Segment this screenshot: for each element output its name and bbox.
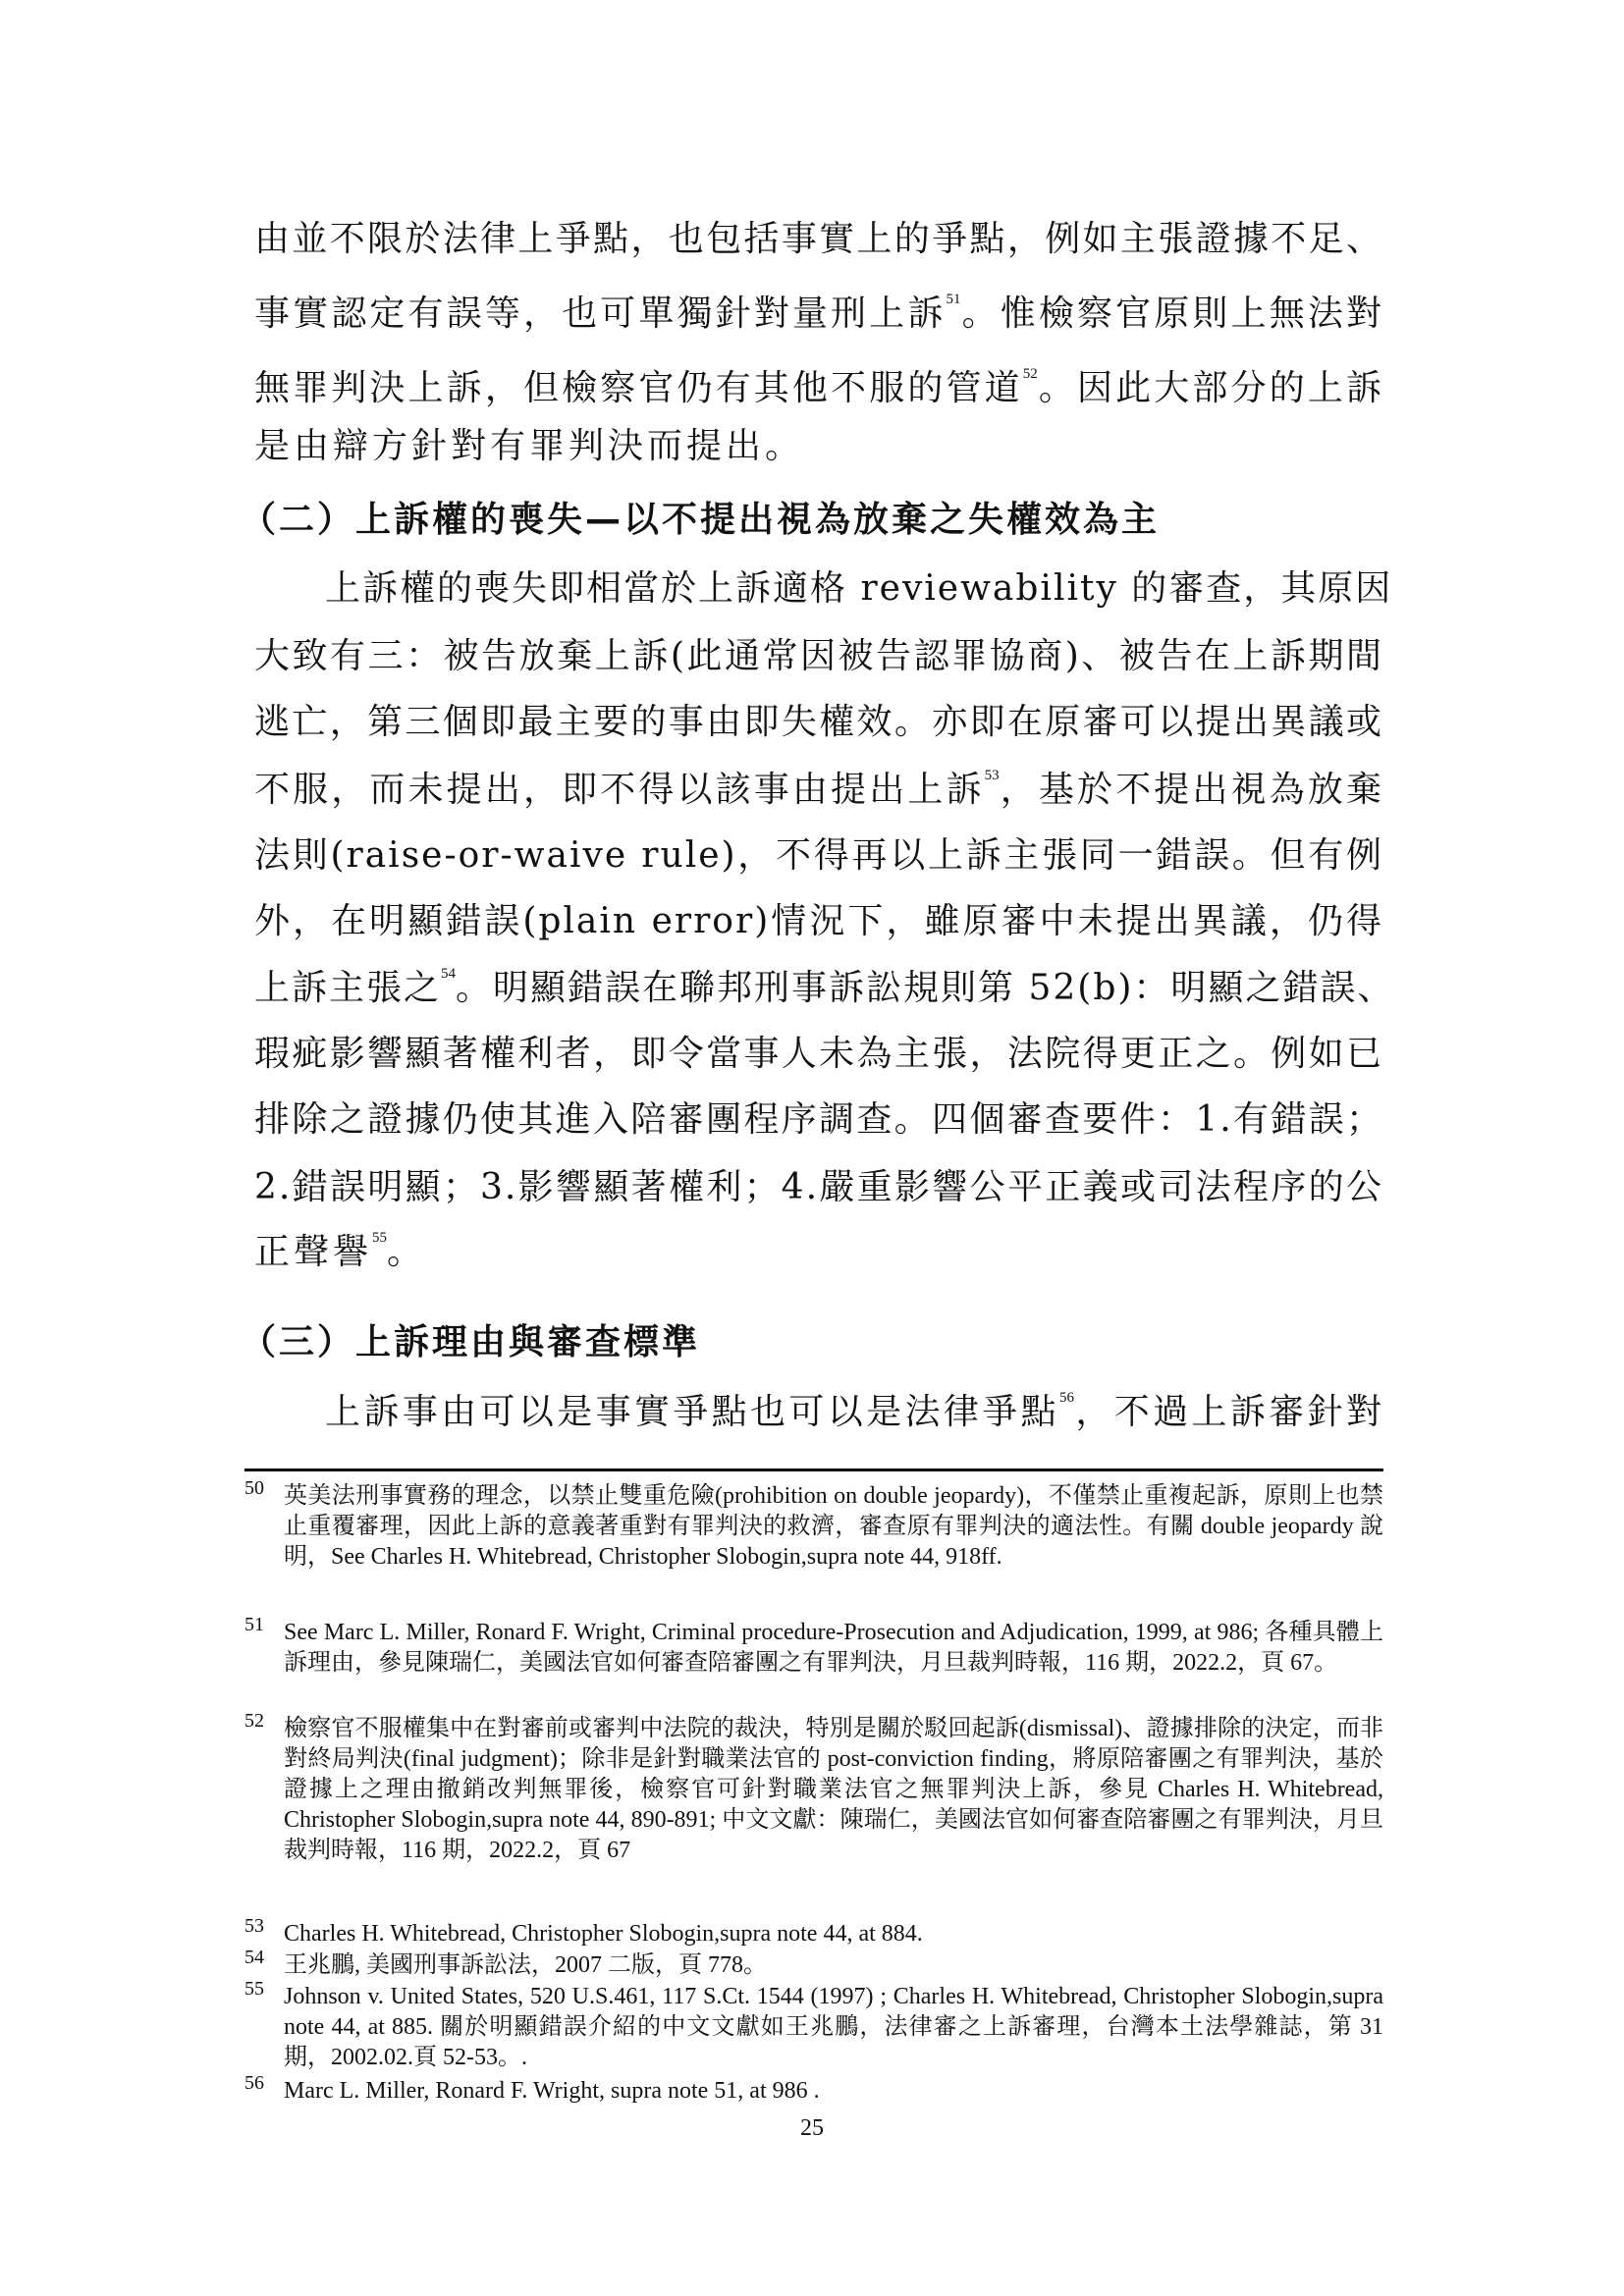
body-line: 事實認定有誤等，也可單獨針對量刑上訴$^{51}$。惟檢察官原則上無法對 <box>254 292 1383 334</box>
footnote-separator <box>244 1468 1383 1471</box>
body-line: 法則(raise-or-waive rule)，不得再以上訴主張同一錯誤。但有例 <box>254 835 1383 876</box>
footnote-ref[interactable]: 52 <box>1022 366 1038 382</box>
footnote-item <box>244 1614 1383 1679</box>
footnote-ref[interactable]: 56 <box>1059 1390 1075 1406</box>
body-line: 不服，而未提出，即不得以該事由提出上訴$^{53}$，基於不提出視為放棄 <box>254 768 1383 810</box>
footnote-text: 英美法刑事實務的理念，以禁止雙重危險(prohibition on double jeopardy)，不僅禁止重複起訴，原則上也禁止重覆審理，因此上訴的意義著重對有罪判決的救濟，審查原有罪判決的適法性。有關 double jeopardy 說明，See Charles H. Whitebread, Christopher Slobogin,supra note 44, 918ff. <box>284 1483 1383 1570</box>
footnote-ref[interactable]: 53 <box>984 768 1000 783</box>
footnote-text: Charles H. Whitebread, Christopher Slobogin,supra note 44, at 884. <box>284 1921 923 1947</box>
page-number: 25 <box>800 2115 824 2141</box>
footnote-ref[interactable]: 54 <box>441 966 457 982</box>
body-line: 2.錯誤明顯；3.影響顯著權利；4.嚴重影響公平正義或司法程序的公 <box>254 1167 1383 1207</box>
footnote-text: 王兆鵬, 美國刑事訴訟法，2007 二版，頁 778。 <box>284 1952 767 1978</box>
body-line: 是由辯方針對有罪判決而提出。 <box>254 426 805 466</box>
body-line: 排除之證據仍使其進入陪審團程序調查。四個審查要件：1.有錯誤； <box>254 1099 1383 1140</box>
footnote-number: 56 <box>244 2072 264 2094</box>
section-heading: （三）上訴理由與審查標準 <box>241 1322 701 1362</box>
body-line: 大致有三：被告放棄上訴(此通常因被告認罪協商)、被告在上訴期間 <box>254 636 1383 676</box>
body-line: 外，在明顯錯誤(plain error)情況下，雖原審中未提出異議，仍得 <box>254 901 1383 941</box>
body-line: 上訴權的喪失即相當於上訴適格 reviewability 的審查，其原因 <box>325 568 1393 609</box>
footnote-text: 檢察官不服權集中在對審前或審判中法院的裁決，特別是關於駁回起訴(dismissal)、證據排除的決定，而非對終局判決(final judgment)；除非是針對職業法官的 post-conviction finding，將原陪審團之有罪判決，基於證據上之理由撤銷改判無罪後，檢察官可針對職業法官之無罪判決上訴，參見 Charles H. Whitebread, Christopher Slobogin,supra note 44, 890-891; 中文文獻：陳瑞仁，美國法官如何審查陪審團之有罪判決，月旦裁判時報，116 期，2022.2，頁 67 <box>284 1716 1383 1863</box>
body-line: 正聲譽$^{55}$。 <box>254 1230 427 1272</box>
body-line: 瑕疵影響顯著權利者，即令當事人未為主張，法院得更正之。例如已 <box>254 1034 1383 1074</box>
footnote-item <box>244 1978 1383 2073</box>
footnote-number: 53 <box>244 1915 264 1937</box>
body-line: 由並不限於法律上爭點，也包括事實上的爭點，例如主張證據不足、 <box>254 219 1383 259</box>
section-heading: （二）上訴權的喪失—以不提出視為放棄之失權效為主 <box>241 500 1161 540</box>
body-line: 上訴主張之$^{54}$。明顯錯誤在聯邦刑事訴訟規則第 52(b)：明顯之錯誤、 <box>254 966 1395 1008</box>
footnote-text: Johnson v. United States, 520 U.S.461, 117 S.Ct. 1544 (1997) ; Charles H. Whitebread, Christopher Slobogin,supra note 44, at 885. 關於明顯錯誤介紹的中文文獻如王兆鵬，法律審之上訴審理，台灣本土法學雜誌，第 31 期，2002.02.頁 52-53。. <box>284 1984 1383 2070</box>
footnote-number: 55 <box>244 1978 264 2000</box>
footnote-ref[interactable]: 51 <box>946 292 961 307</box>
footnote-text: Marc L. Miller, Ronard F. Wright, supra note 51, at 986 . <box>284 2078 820 2104</box>
footnote-item <box>244 2072 1383 2107</box>
footnote-item <box>244 1477 1383 1573</box>
footnote-ref[interactable]: 55 <box>372 1230 388 1246</box>
footnote-item <box>244 1915 1383 1949</box>
footnote-item <box>244 1947 1383 1981</box>
body-line: 上訴事由可以是事實爭點也可以是法律爭點$^{56}$，不過上訴審針對 <box>325 1390 1383 1432</box>
footnote-number: 50 <box>244 1477 264 1499</box>
body-line: 逃亡，第三個即最主要的事由即失權效。亦即在原審可以提出異議或 <box>254 702 1383 742</box>
footnote-number: 52 <box>244 1710 264 1732</box>
body-line: 無罪判決上訴，但檢察官仍有其他不服的管道$^{52}$。因此大部分的上訴 <box>254 366 1383 408</box>
footnote-text: See Marc L. Miller, Ronard F. Wright, Criminal procedure-Prosecution and Adjudication, 1999, at 986; 各種具體上訴理由，參見陳瑞仁，美國法官如何審查陪審團之有罪判決，月旦裁判時報，116 期，2022.2，頁 67。 <box>284 1620 1383 1676</box>
footnote-number: 51 <box>244 1614 264 1635</box>
footnote-item <box>244 1710 1383 1866</box>
footnote-number: 54 <box>244 1947 264 1968</box>
